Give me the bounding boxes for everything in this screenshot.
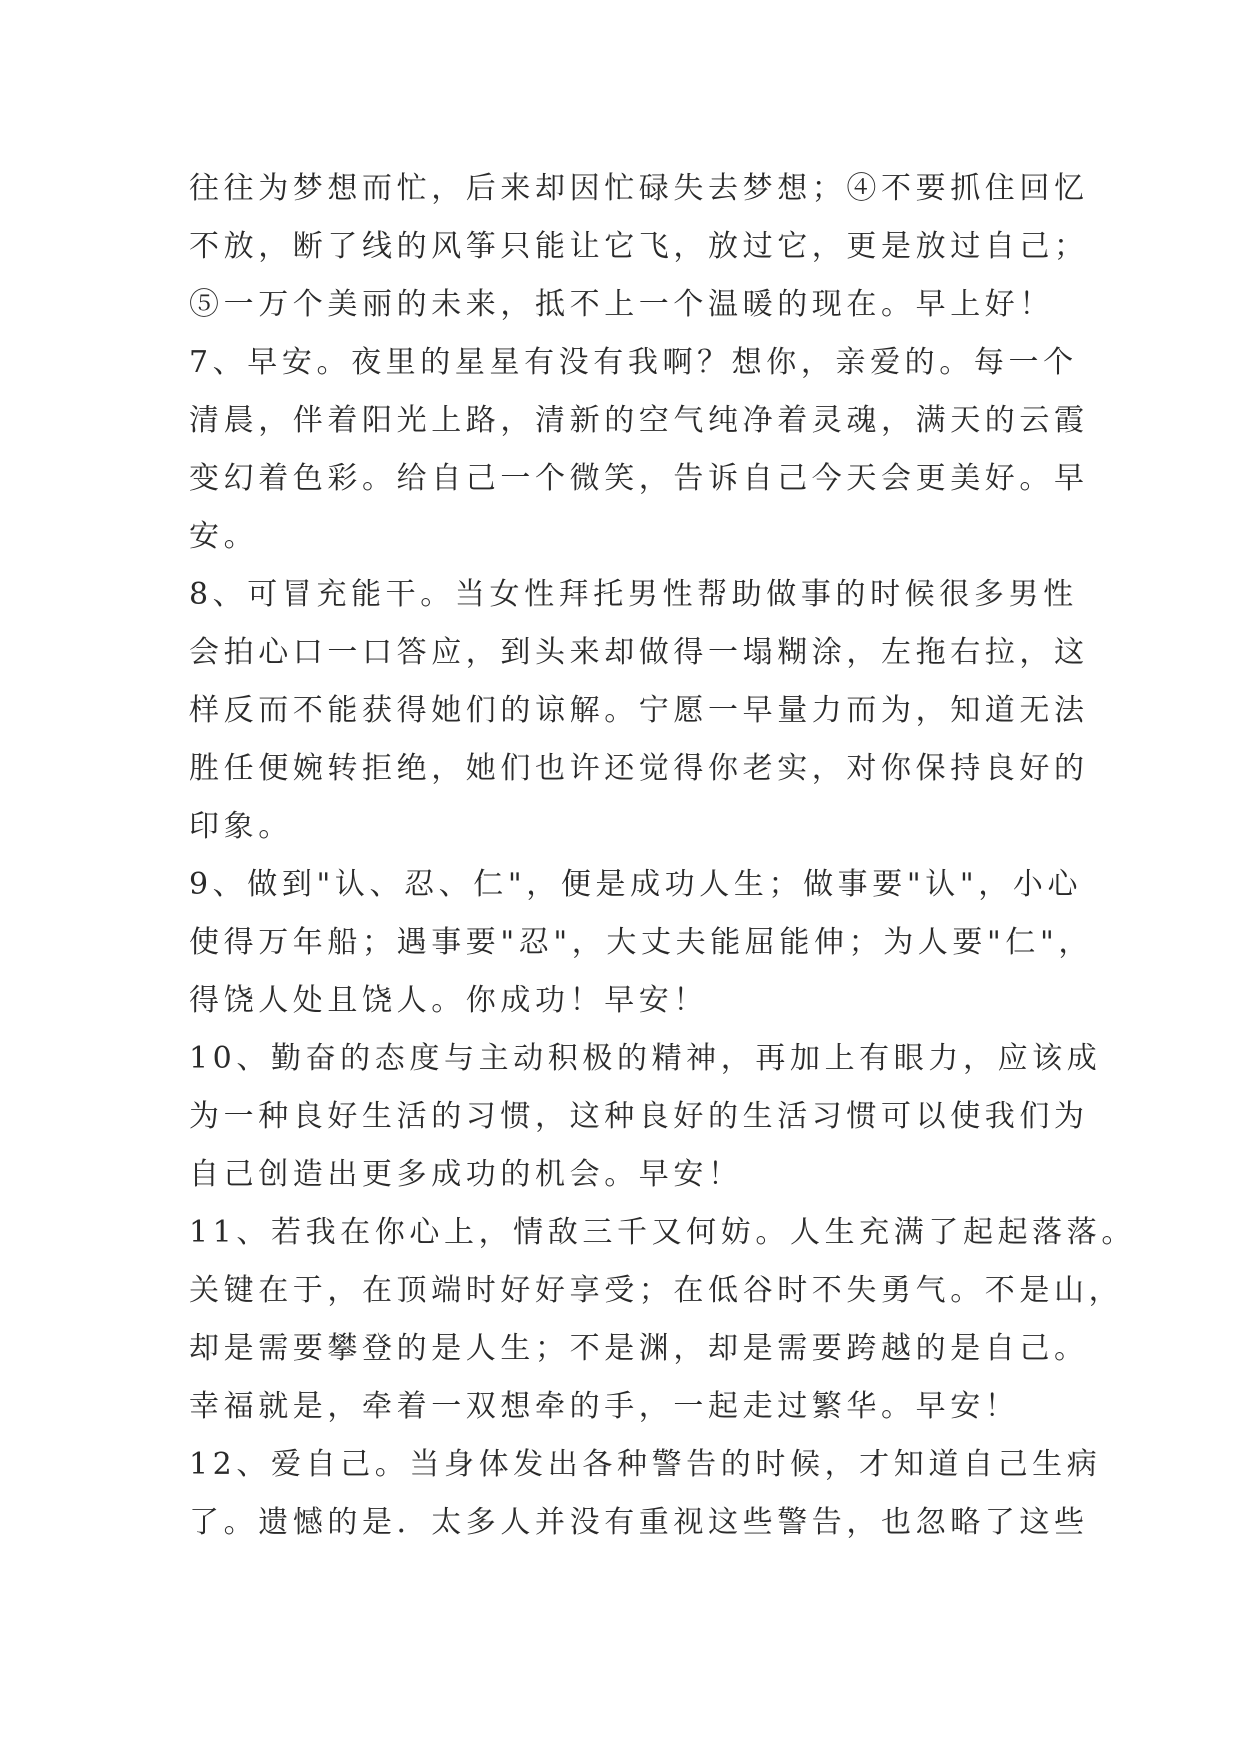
- text-line: 7、早安。夜里的星星有没有我啊？想你，亲爱的。每一个: [189, 345, 1078, 380]
- text-line: 10、勤奋的态度与主动积极的精神，再加上有眼力，应该成: [189, 1041, 1102, 1076]
- text-line: 安。: [189, 519, 259, 554]
- text-line: 9、做到"认、忍、仁"，便是成功人生；做事要"认"，小心: [189, 867, 1083, 902]
- text-line: 印象。: [189, 809, 293, 844]
- text-line: 样反而不能获得她们的谅解。宁愿一早量力而为，知道无法: [189, 693, 1089, 728]
- text-line: 会拍心口一口答应，到头来却做得一塌糊涂，左拖右拉，这: [189, 635, 1089, 670]
- text-line: 使得万年船；遇事要"忍"，大丈夫能屈能伸；为人要"仁"，: [189, 925, 1093, 960]
- text-line: 了。遗憾的是．太多人并没有重视这些警告，也忽略了这些: [189, 1505, 1089, 1540]
- text-line: 12、爱自己。当身体发出各种警告的时候，才知道自己生病: [189, 1447, 1102, 1482]
- text-line: 却是需要攀登的是人生；不是渊，却是需要跨越的是自己。: [189, 1331, 1089, 1366]
- document-body: [189, 160, 1136, 1552]
- text-line: 不放，断了线的风筝只能让它飞，放过它，更是放过自己；: [189, 229, 1089, 264]
- text-line: 关键在于，在顶端时好好享受；在低谷时不失勇气。不是山，: [189, 1273, 1124, 1308]
- text-line: 8、可冒充能干。当女性拜托男性帮助做事的时候很多男性: [189, 577, 1078, 612]
- text-line: 得饶人处且饶人。你成功！早安！: [189, 983, 708, 1018]
- text-line: 往往为梦想而忙，后来却因忙碌失去梦想；④不要抓住回忆: [189, 171, 1089, 206]
- text-line: ⑤一万个美丽的未来，抵不上一个温暖的现在。早上好！: [189, 287, 1054, 322]
- text-line: 幸福就是，牵着一双想牵的手，一起走过繁华。早安！: [189, 1389, 1020, 1424]
- text-line: 清晨，伴着阳光上路，清新的空气纯净着灵魂，满天的云霞: [189, 403, 1089, 438]
- text-line: 11、若我在你心上，情敌三千又何妨。人生充满了起起落落。: [189, 1215, 1136, 1250]
- text-line: 变幻着色彩。给自己一个微笑，告诉自己今天会更美好。早: [189, 461, 1089, 496]
- text-line: 自己创造出更多成功的机会。早安！: [189, 1157, 743, 1192]
- text-line: 胜任便婉转拒绝，她们也许还觉得你老实，对你保持良好的: [189, 751, 1089, 786]
- text-line: 为一种良好生活的习惯，这种良好的生活习惯可以使我们为: [189, 1099, 1089, 1134]
